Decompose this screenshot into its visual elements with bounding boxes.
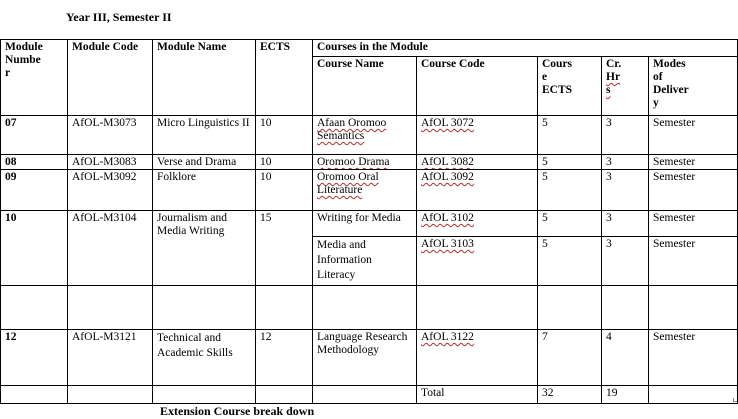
course-ects: 7 [538, 330, 602, 386]
course-code [417, 170, 538, 211]
course-mode: Semester [649, 237, 738, 286]
course-hrs: 3 [602, 211, 649, 237]
module-number: 08 [1, 155, 68, 170]
course-code-text: AfOL 3092 [421, 171, 474, 183]
section-heading: Year III, Semester II [66, 10, 172, 24]
table-row [1, 211, 738, 237]
course-name [313, 155, 417, 170]
empty-row [1, 286, 738, 330]
course-name: Media and Information Literacy [313, 237, 417, 286]
course-hrs: 3 [602, 155, 649, 170]
module-code: AfOL-M3121 [68, 330, 153, 386]
module-ects: 10 [256, 155, 313, 170]
course-code-text: AfOL 3122 [421, 331, 474, 343]
course-name [313, 170, 417, 211]
course-code-text: AfOL 3103 [421, 238, 474, 250]
course-name-text: Oromoo Oral Literature [317, 171, 379, 196]
footer-heading: Extension Course break down [160, 404, 315, 418]
header-modes-of-delivery: Modes of Deliver y [649, 57, 738, 116]
course-hrs: 3 [602, 237, 649, 286]
course-code [417, 116, 538, 155]
total-hrs: 19 [602, 386, 649, 404]
course-name [313, 116, 417, 155]
module-ects: 12 [256, 330, 313, 386]
course-mode: Semester [649, 330, 738, 386]
header-module-code: Module Code [68, 40, 153, 116]
course-mode: Semester [649, 155, 738, 170]
table-row [1, 330, 738, 386]
header-cr-hrs: Cr. Hr s [602, 57, 649, 116]
module-ects: 15 [256, 211, 313, 286]
margin-mark [733, 398, 737, 402]
course-code-text: AfOL 3072 [421, 117, 474, 129]
course-name-text: Afaan Oromoo Semantics [317, 117, 387, 142]
module-ects: 10 [256, 170, 313, 211]
course-mode: Semester [649, 211, 738, 237]
header-courses-in-module: Courses in the Module [313, 40, 738, 57]
total-row [1, 386, 738, 404]
course-mode: Semester [649, 116, 738, 155]
header-course-code: Course Code [417, 57, 538, 116]
table-row [1, 170, 738, 211]
module-name: Journalism and Media Writing [153, 211, 256, 286]
total-ects: 32 [538, 386, 602, 404]
course-ects: 5 [538, 211, 602, 237]
course-hrs: 4 [602, 330, 649, 386]
module-code: AfOL-M3073 [68, 116, 153, 155]
course-hrs: 3 [602, 170, 649, 211]
module-number: 10 [1, 211, 68, 286]
module-code: AfOL-M3104 [68, 211, 153, 286]
header-course-name: Course Name [313, 57, 417, 116]
module-code: AfOL-M3092 [68, 170, 153, 211]
total-label: Total [417, 386, 538, 404]
course-code [417, 330, 538, 386]
course-ects: 5 [538, 170, 602, 211]
course-code-text: AfOL 3102 [421, 212, 474, 224]
table-row [1, 155, 738, 170]
course-name: Language Research Methodology [313, 330, 417, 386]
header-course-ects: Cours e ECTS [538, 57, 602, 116]
header-ects: ECTS [256, 40, 313, 116]
course-hrs: 3 [602, 116, 649, 155]
table-row [1, 116, 738, 155]
module-number: 09 [1, 170, 68, 211]
course-name: Writing for Media [313, 211, 417, 237]
course-code [417, 211, 538, 237]
module-number: 07 [1, 116, 68, 155]
module-name: Verse and Drama [153, 155, 256, 170]
course-name-text: Oromoo Drama [317, 156, 390, 168]
course-ects: 5 [538, 155, 602, 170]
header-module-number: Module Numbe r [1, 40, 68, 116]
module-code: AfOL-M3083 [68, 155, 153, 170]
course-code [417, 237, 538, 286]
header-row [1, 40, 738, 57]
module-name: Folklore [153, 170, 256, 211]
course-ects: 5 [538, 116, 602, 155]
module-name: Micro Linguistics II [153, 116, 256, 155]
course-code [417, 155, 538, 170]
module-ects: 10 [256, 116, 313, 155]
module-table [0, 39, 738, 404]
course-ects: 5 [538, 237, 602, 286]
module-number: 12 [1, 330, 68, 386]
header-module-name: Module Name [153, 40, 256, 116]
module-name: Technical and Academic Skills [153, 330, 256, 386]
course-mode: Semester [649, 170, 738, 211]
course-code-text: AfOL 3082 [421, 156, 474, 168]
